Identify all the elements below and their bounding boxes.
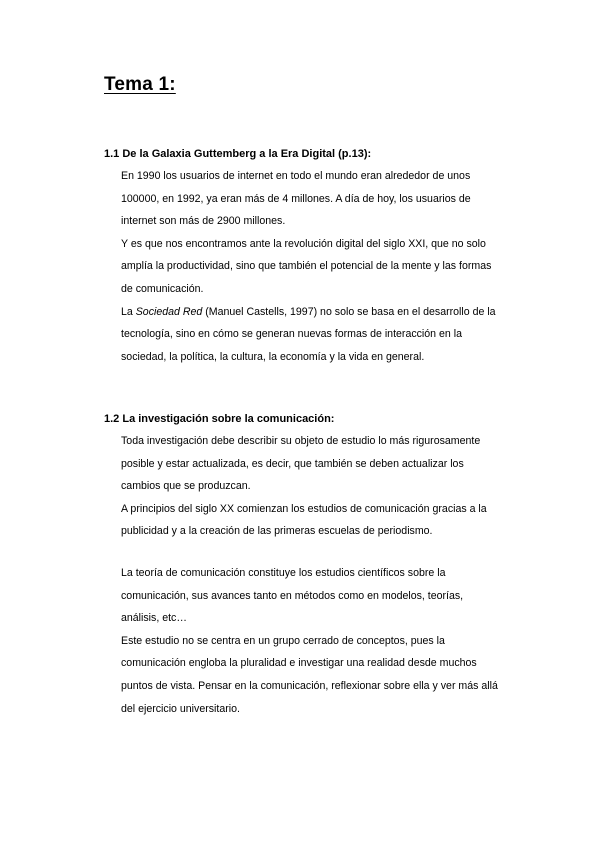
text-line: En 1990 los usuarios de internet en todo el mundo eran alrededor de unos xyxy=(121,170,471,182)
text-line: La teoría de comunicación constituye los estudios científicos sobre la xyxy=(121,567,446,579)
italic-book-title: Sociedad Red xyxy=(135,305,203,318)
text-line: internet son más de 2900 millones. xyxy=(121,215,286,228)
text-line: Y es que nos encontramos ante la revolución digital del siglo XXI, que no solo xyxy=(121,237,486,250)
text-line: cambios que se produzcan. xyxy=(121,480,251,493)
text-fragment: La xyxy=(121,305,136,318)
text-line: Este estudio no se centra en un grupo cerrado de conceptos, pues la xyxy=(121,634,445,647)
text-line: amplía la productividad, sino que también el potencial de la mente y las formas xyxy=(121,260,492,273)
text-line: de comunicación. xyxy=(121,282,204,295)
paragraph-digital-revolution xyxy=(121,233,521,301)
section-heading-1-2: 1.2 La investigación sobre la comunicación: xyxy=(104,413,335,425)
text-fragment: (Manuel Castells, 1997) no solo se basa en el desarrollo de la xyxy=(202,305,496,318)
text-line: publicidad y a la creación de las primeras escuelas de periodismo. xyxy=(121,525,433,538)
text-line: comunicación, sus avances tanto en métodos como en modelos, teorías, xyxy=(121,589,464,602)
paragraph-communication-theory xyxy=(121,562,521,630)
text-line: análisis, etc… xyxy=(121,612,187,625)
section-1-2-body xyxy=(121,430,521,543)
text-line: comunicación engloba la pluralidad e investigar una realidad desde muchos xyxy=(121,657,477,670)
section-1-1-body xyxy=(121,165,521,368)
paragraph-sociedad-red xyxy=(121,301,521,369)
page-title: Tema 1: xyxy=(104,74,176,95)
section-1-2-body-continued xyxy=(121,562,521,720)
paragraph-study-scope xyxy=(121,630,521,720)
paragraph-research-object xyxy=(121,430,521,498)
text-line: posible y estar actualizada, es decir, que también se deben actualizar los xyxy=(121,457,464,470)
paragraph-early-studies xyxy=(121,498,521,543)
text-line xyxy=(121,301,521,324)
section-heading-1-1: 1.1 De la Galaxia Guttemberg a la Era Digital (p.13): xyxy=(104,148,372,160)
text-line: A principios del siglo XX comienzan los estudios de comunicación gracias a la xyxy=(121,502,487,515)
text-line: sociedad, la política, la cultura, la economía y la vida en general. xyxy=(121,350,425,363)
text-line: del ejercicio universitario. xyxy=(121,702,240,715)
text-line: tecnología, sino en cómo se generan nuevas formas de interacción en la xyxy=(121,328,462,341)
text-line: puntos de vista. Pensar en la comunicación, reflexionar sobre ella y ver más allá xyxy=(121,679,498,692)
text-line: Toda investigación debe describir su objeto de estudio lo más rigurosamente xyxy=(121,435,481,447)
text-line: 100000, en 1992, ya eran más de 4 millones. A día de hoy, los usuarios de xyxy=(121,192,471,205)
paragraph-internet-users xyxy=(121,165,521,233)
